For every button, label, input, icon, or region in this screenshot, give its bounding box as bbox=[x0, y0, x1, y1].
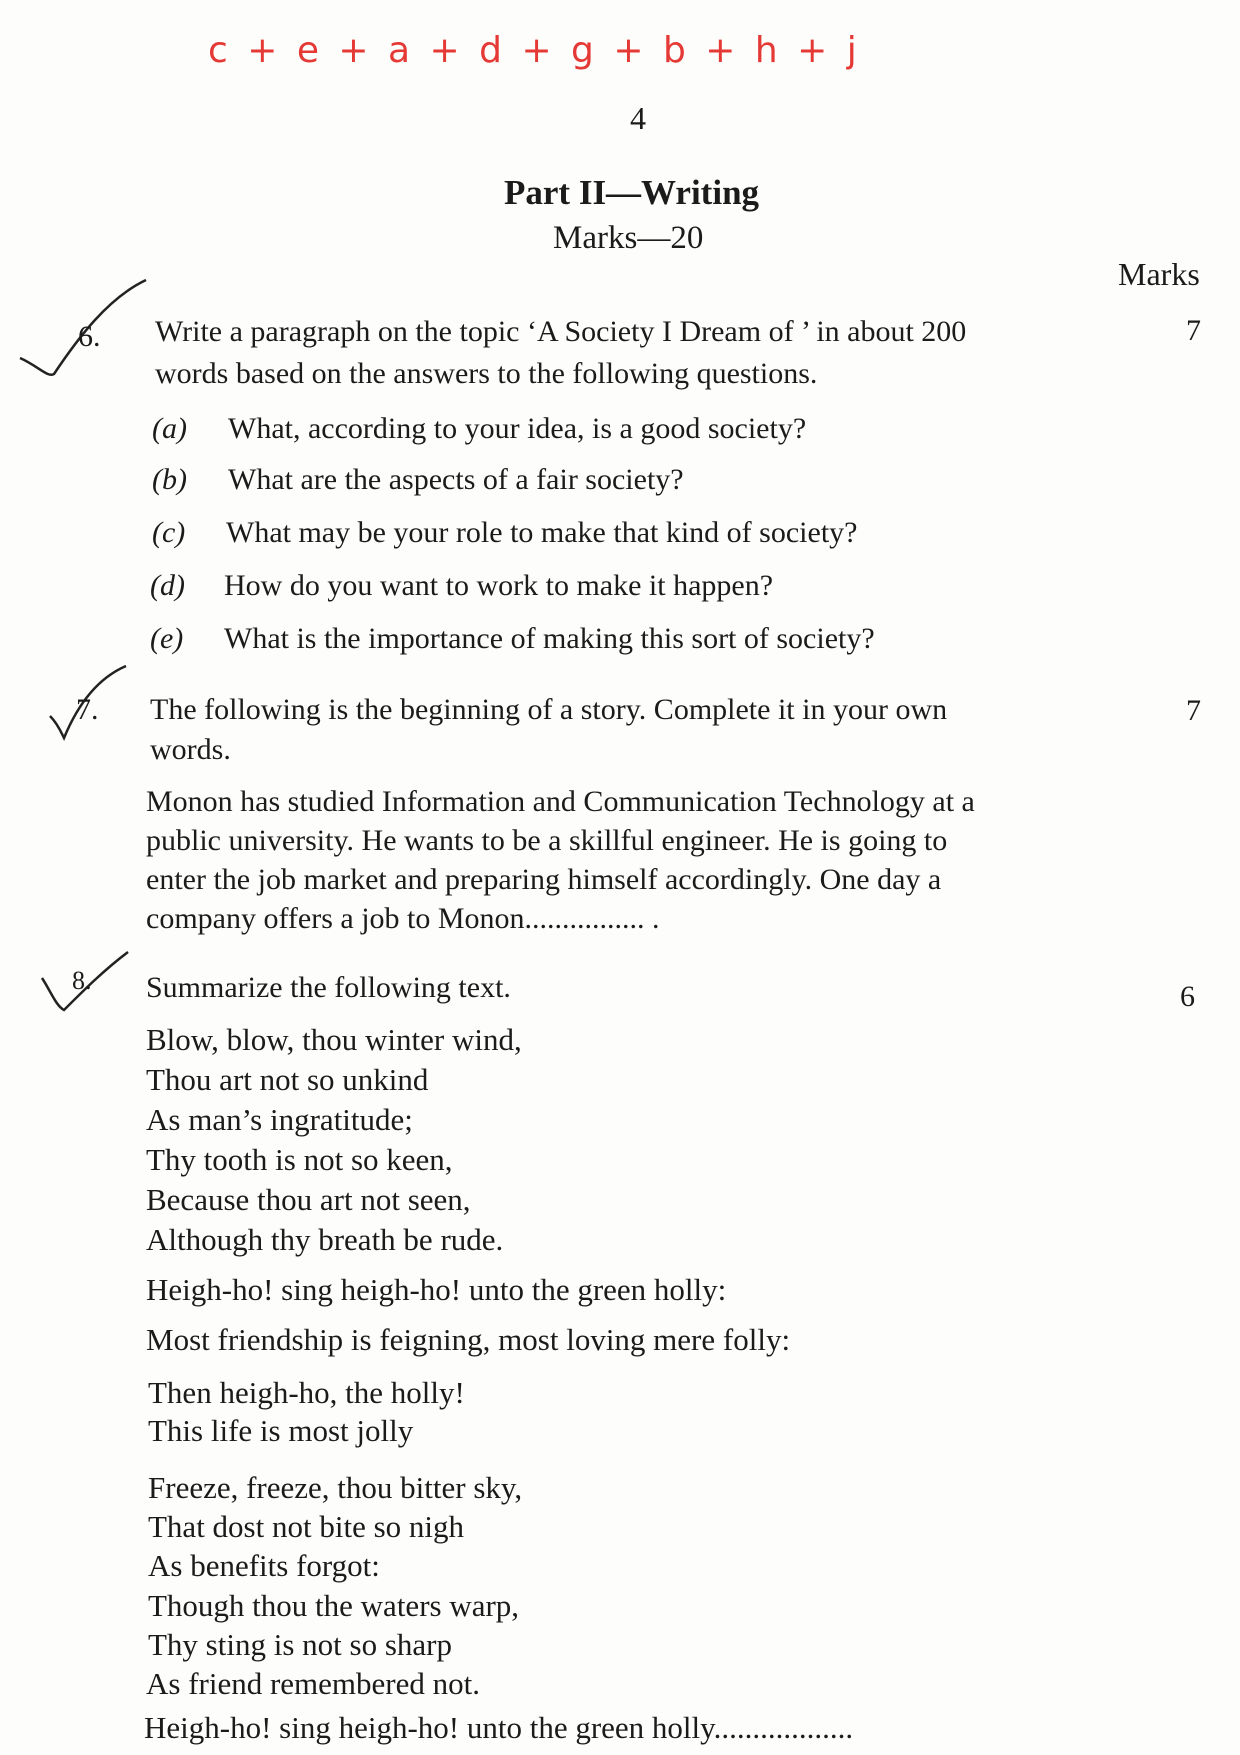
sub-question-label: (b) bbox=[152, 463, 187, 496]
story-line: public university. He wants to be a skillful engineer. He is going to bbox=[146, 824, 948, 857]
poem-line: Because thou art not seen, bbox=[146, 1182, 471, 1217]
poem-line: Thy tooth is not so keen, bbox=[146, 1142, 453, 1177]
poem-line: Freeze, freeze, thou bitter sky, bbox=[148, 1470, 523, 1505]
sub-question-text: How do you want to work to make it happen? bbox=[224, 569, 774, 602]
section-title: Part II—Writing bbox=[504, 173, 760, 212]
sub-question-label: (e) bbox=[150, 622, 184, 655]
poem-line: That dost not bite so nigh bbox=[148, 1509, 465, 1544]
sub-question-label: (d) bbox=[150, 569, 185, 602]
sub-question-label: (a) bbox=[152, 412, 187, 445]
sub-question-label: (c) bbox=[152, 516, 186, 549]
question-line: Write a paragraph on the topic ‘A Society I Dream of ’ in about 200 bbox=[155, 315, 967, 348]
poem-line: Although thy breath be rude. bbox=[146, 1222, 504, 1257]
poem-line: Most friendship is feigning, most loving mere folly: bbox=[146, 1322, 791, 1357]
question-number: 6. bbox=[78, 320, 101, 353]
sub-question-text: What is the importance of making this sort of society? bbox=[224, 622, 875, 655]
question-mark: 7 bbox=[1186, 314, 1201, 347]
poem-line: This life is most jolly bbox=[148, 1413, 414, 1448]
poem-line: Blow, blow, thou winter wind, bbox=[146, 1022, 522, 1057]
question-line: The following is the beginning of a story. Complete it in your own bbox=[150, 693, 948, 726]
sub-question-text: What may be your role to make that kind of society? bbox=[226, 516, 858, 549]
question-mark: 7 bbox=[1186, 694, 1201, 727]
sub-question-text: What are the aspects of a fair society? bbox=[228, 463, 684, 496]
handwritten-note: c + e + a + d + g + b + h + j bbox=[208, 30, 861, 71]
poem-line: Then heigh-ho, the holly! bbox=[148, 1375, 465, 1410]
poem-line: Thy sting is not so sharp bbox=[148, 1627, 452, 1662]
question-line: Summarize the following text. bbox=[146, 971, 511, 1004]
story-line: enter the job market and preparing himself accordingly. One day a bbox=[146, 863, 942, 896]
question-line: words. bbox=[150, 733, 231, 766]
poem-line: Heigh-ho! sing heigh-ho! unto the green holly: bbox=[146, 1272, 727, 1307]
section-marks: Marks—20 bbox=[553, 220, 704, 256]
question-number: 8. bbox=[72, 966, 92, 995]
poem-line: As friend remembered not. bbox=[146, 1666, 480, 1701]
question-mark: 6 bbox=[1180, 980, 1195, 1013]
sub-question-text: What, according to your idea, is a good society? bbox=[228, 412, 807, 445]
marks-column-header: Marks bbox=[1118, 256, 1200, 292]
question-number: 7. bbox=[76, 693, 99, 726]
poem-line: As benefits forgot: bbox=[148, 1548, 380, 1583]
poem-line: Though thou the waters warp, bbox=[148, 1588, 520, 1623]
poem-line: As man’s ingratitude; bbox=[146, 1102, 413, 1137]
page-number: 4 bbox=[630, 100, 646, 136]
poem-line: Thou art not so unkind bbox=[146, 1062, 429, 1097]
question-line: words based on the answers to the following questions. bbox=[155, 357, 818, 390]
story-line: Monon has studied Information and Communication Technology at a bbox=[146, 785, 975, 818]
poem-line: Heigh-ho! sing heigh-ho! unto the green holly.................. bbox=[144, 1710, 854, 1745]
story-line: company offers a job to Monon................ . bbox=[146, 902, 660, 935]
